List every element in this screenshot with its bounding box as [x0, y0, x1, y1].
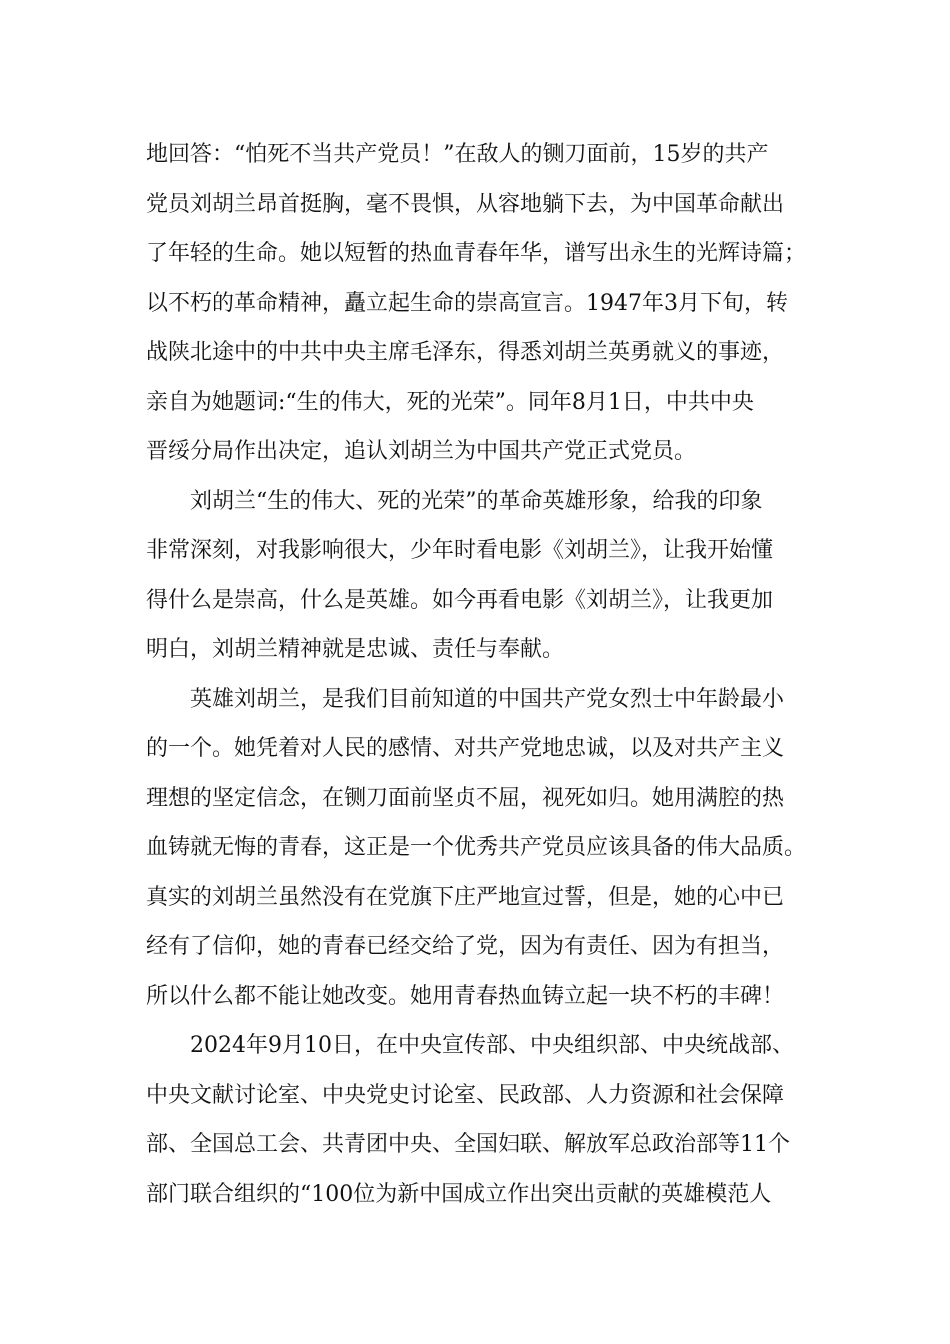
text-line: 经有了信仰，她的青春已经交给了党，因为有责任、因为有担当， — [146, 934, 785, 959]
text-line: 亲自为她题词:“生的伟大，死的光荣”。同年8月1日，中共中央 — [146, 389, 754, 415]
text-line: 部门联合组织的“100位为新中国成立作出突出贡献的英雄模范人 — [146, 1181, 772, 1207]
text-line: 非常深刻，对我影响很大，少年时看电影《刘胡兰》，让我开始懂 — [146, 538, 774, 563]
paragraph-first-line: 英雄刘胡兰，是我们目前知道的中国共产党女烈士中年龄最小 — [190, 686, 785, 712]
text-line: 了年轻的生命。她以短暂的热血青春年华，谱写出永生的光辉诗篇； — [146, 241, 807, 266]
paragraph-first-line: 2024年9月10日，在中央宣传部、中央组织部、中央统战部、 — [190, 1033, 794, 1058]
paragraph-first-line: 刘胡兰“生的伟大、死的光荣”的革命英雄形象，给我的印象 — [190, 488, 763, 514]
text-line: 部、全国总工会、共青团中央、全国妇联、解放军总政治部等11个 — [146, 1132, 790, 1157]
text-line: 真实的刘胡兰虽然没有在党旗下庄严地宣过誓，但是，她的心中已 — [146, 884, 785, 910]
text-line: 理想的坚定信念，在铡刀面前坚贞不屈，视死如归。她用满腔的热 — [146, 785, 785, 811]
text-line: 地回答：“怕死不当共产党员！”在敌人的铡刀面前，15岁的共产 — [146, 142, 769, 167]
text-line: 血铸就无悔的青春，这正是一个优秀共产党员应该具备的伟大品质。 — [146, 835, 807, 860]
text-line: 晋绥分局作出决定，追认刘胡兰为中国共产党正式党员。 — [146, 439, 697, 464]
text-line: 的一个。她凭着对人民的感情、对共产党地忠诚，以及对共产主义 — [146, 736, 785, 761]
text-line: 中央文献讨论室、中央党史讨论室、民政部、人力资源和社会保障 — [146, 1082, 785, 1108]
text-line: 以不朽的革命精神，矗立起生命的崇高宣言。1947年3月下旬，转 — [146, 290, 788, 316]
text-line: 党员刘胡兰昂首挺胸，毫不畏惧，从容地躺下去，为中国革命献出 — [146, 191, 785, 217]
text-line: 得什么是崇高，什么是英雄。如今再看电影《刘胡兰》，让我更加 — [146, 587, 774, 613]
text-line: 所以什么都不能让她改变。她用青春热血铸立起一块不朽的丰碑！ — [146, 983, 785, 1009]
text-line: 战陕北途中的中共中央主席毛泽东，得悉刘胡兰英勇就义的事迹， — [146, 340, 785, 365]
text-line: 明白，刘胡兰精神就是忠诚、责任与奉献。 — [146, 637, 565, 662]
body-text — [146, 130, 816, 1219]
